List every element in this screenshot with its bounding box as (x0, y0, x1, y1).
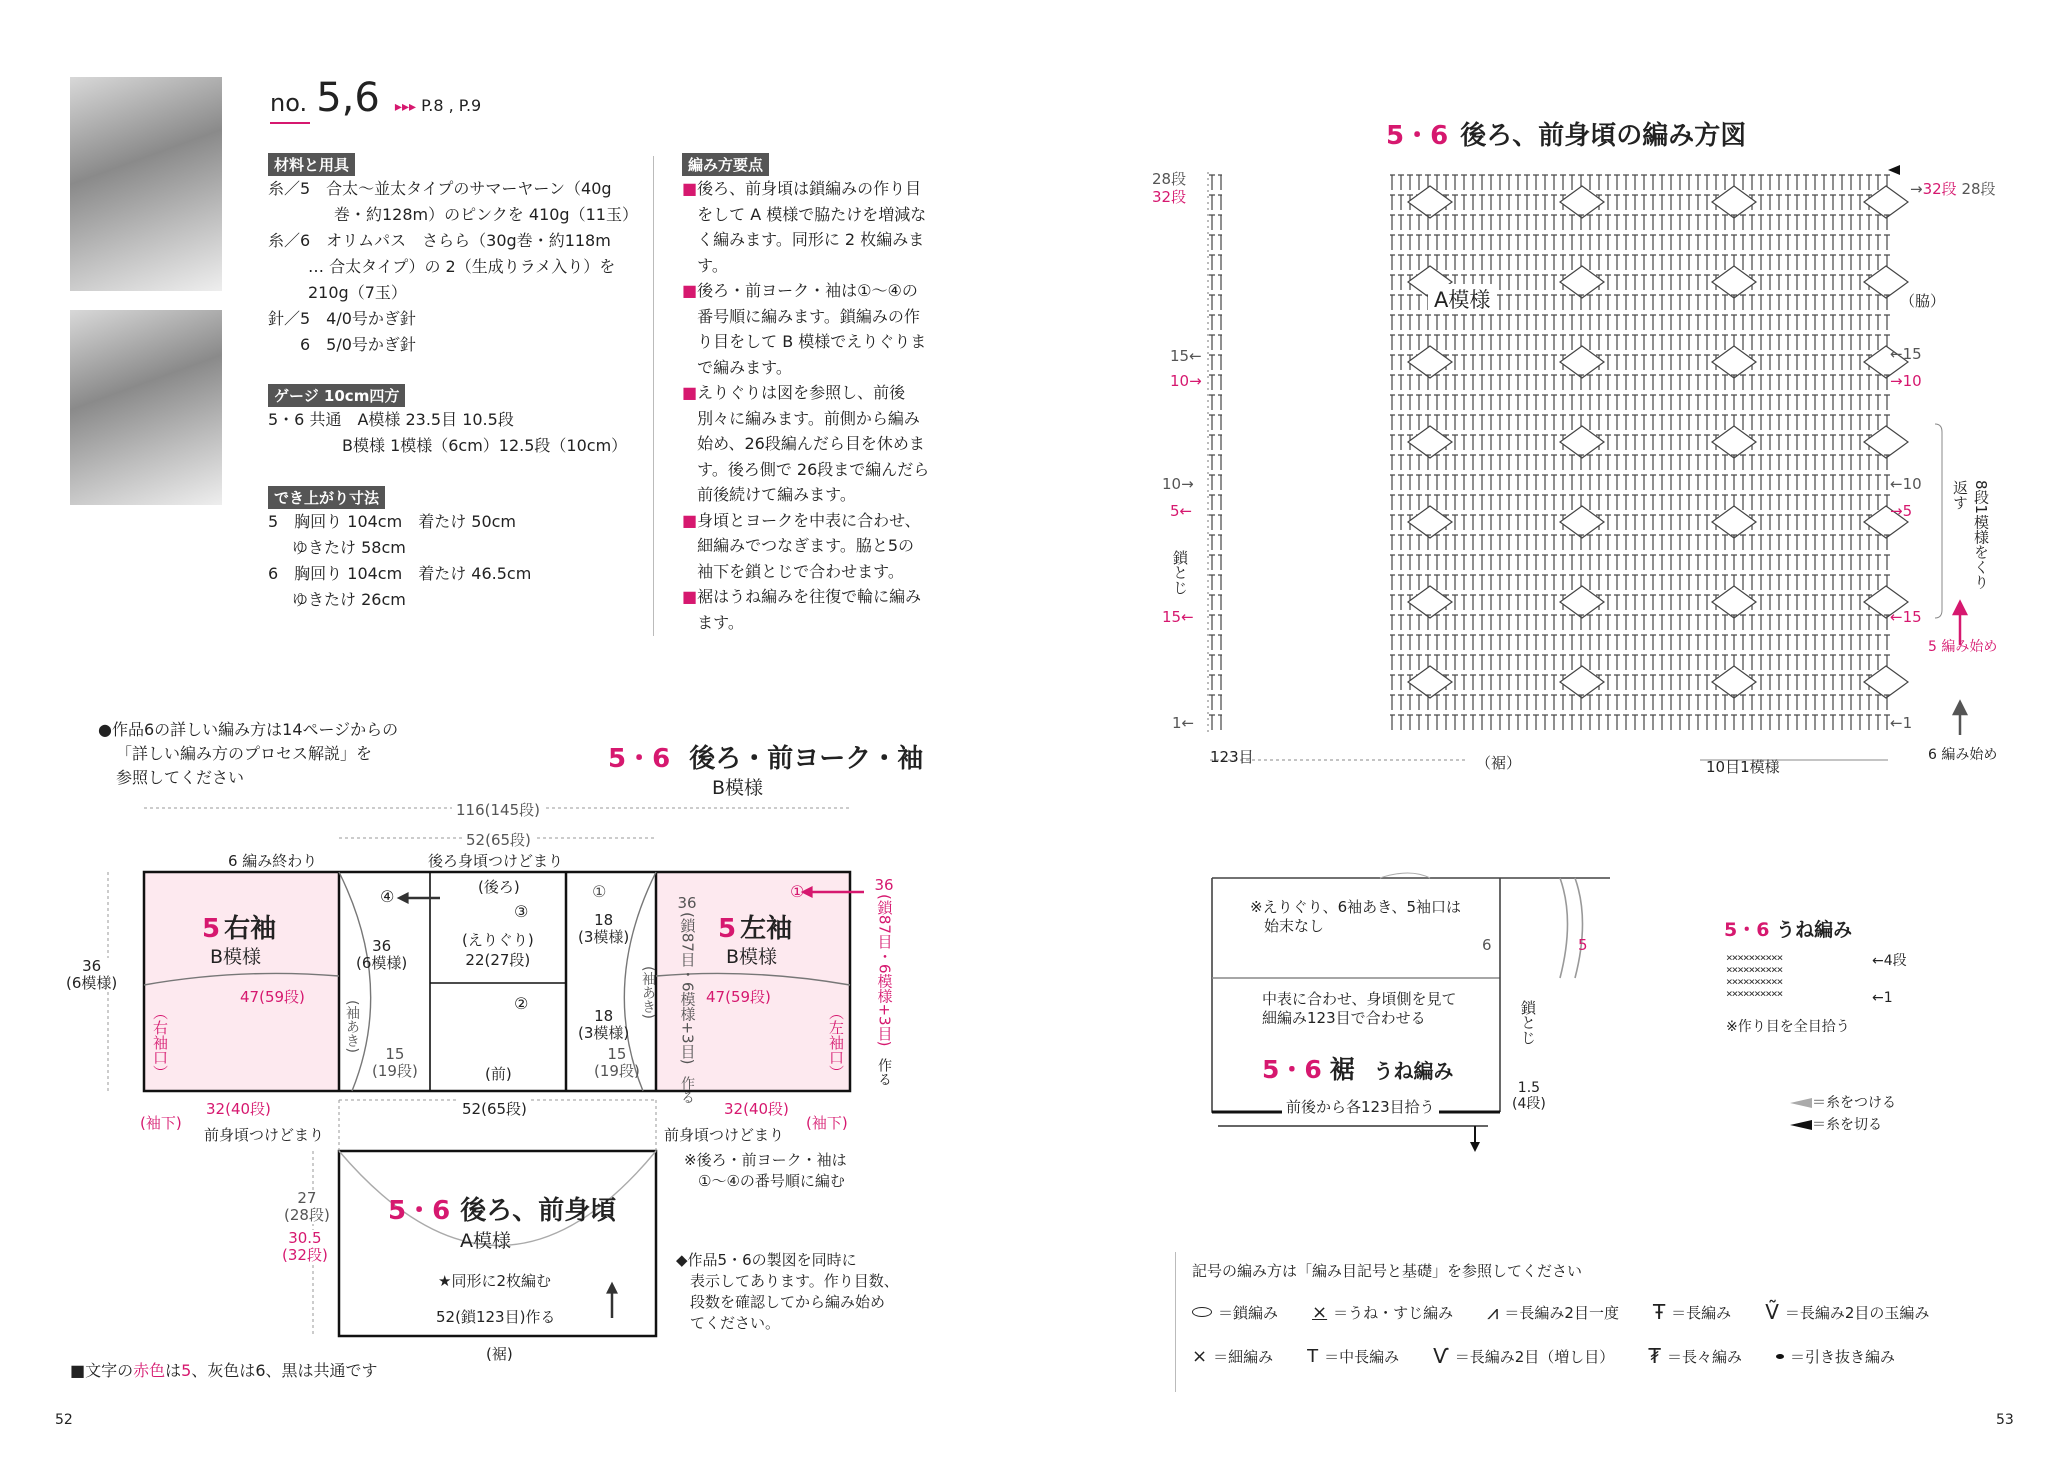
size-line: ゆきたけ 58cm (292, 538, 406, 557)
size-line: ゆきたけ 26cm (292, 590, 406, 609)
ridge-stitch-icon: × (1312, 1301, 1328, 1323)
width-32-right: 32(40段) (724, 1100, 789, 1118)
underarm-right: (袖下) (806, 1114, 848, 1132)
width-32-left: 32(40段) (206, 1100, 271, 1118)
body-subtitle: A模様 (460, 1230, 511, 1252)
hem-side-5: 5 (1578, 936, 1588, 954)
chart-right-1: ←1 (1890, 714, 1913, 732)
size-line: 5 胸回り 104cm 着たけ 50cm (268, 512, 517, 531)
body-hem: (裾) (486, 1345, 513, 1363)
half-double-crochet-icon: T (1307, 1345, 1319, 1367)
chart-left-15b: 15← (1162, 608, 1194, 626)
materials-label: 材料と用具 (268, 153, 355, 176)
materials-line: 巻・約128m）のピンクを 410g（11玉） (334, 205, 638, 224)
height-36-left: 36 (6模様) (66, 957, 118, 992)
repeat-10: 10目1模様 (1706, 758, 1780, 776)
point-item: ■ 裾はうね編みを往復で輪に編みます。 (682, 584, 930, 635)
rib-row-4: ←4段 (1872, 953, 1907, 969)
left-sleeve-title: 5 左袖 (718, 914, 793, 944)
thread-legend: ＝糸をつける ＝糸を切る (1790, 1092, 1896, 1136)
chart-row-28-left: 28段 (1152, 170, 1187, 188)
yoke-subtitle: B模様 (712, 777, 764, 799)
materials-line: 糸／6 オリムパス さらら（30g巻・約118m (268, 231, 611, 250)
hem-note-2: 中表に合わせ、身頃側を見て 細編み123目で合わせる (1262, 990, 1457, 1027)
point-item: ■ 後ろ・前ヨーク・袖は①～④の番号順に編みます。鎖編みの作り目をして B 模様でえりぐりまで編みます。 (682, 278, 930, 380)
chart-left-10a: 10→ (1170, 372, 1202, 390)
square-bullet-icon: ■ (682, 510, 698, 530)
legend-tr: ₮ ＝長々編み (1648, 1344, 1743, 1368)
materials-line: 糸／5 合太～並太タイプのサマーヤーン（40g (268, 179, 612, 198)
double-crochet-icon: Ŧ (1652, 1300, 1666, 1324)
rib-row-1: ←1 (1872, 990, 1893, 1006)
end-6-label: 6 編み終わり (228, 852, 318, 870)
height-36-center: 36 (鎖87目・6模様+3目) (677, 894, 697, 1065)
height-18a: 18 (3模様) (578, 911, 630, 946)
legend-hdc: T ＝中長編み (1307, 1345, 1400, 1367)
single-crochet-icon: × (1192, 1345, 1208, 1367)
page-number-right: 53 (1996, 1412, 2014, 1428)
detail-note: ●作品6の詳しい編み方は14ページからの 「詳しい編み方のプロセス解説」を 参照してください (98, 720, 399, 787)
arrow-icon: ▸▸▸ (394, 99, 417, 115)
chart-left-15a: 15← (1170, 347, 1202, 365)
chart-right-15a: ←15 (1890, 345, 1922, 363)
treble-crochet-icon: ₮ (1648, 1344, 1662, 1368)
legend-frame (1175, 1252, 1176, 1392)
chart-title: 5・6 後ろ、前身頃の編み方図 (1386, 121, 1747, 151)
chart-left-5: 5← (1170, 502, 1193, 520)
left-sleeve-sub: B模様 (726, 946, 778, 968)
hem-title: 5・6 裾 うね編み (1262, 1055, 1454, 1084)
step-1-pink: ① (790, 882, 805, 901)
make-center: 作る (679, 1076, 695, 1104)
chart-row-right: →32段 28段 (1910, 180, 1996, 198)
gauge-line: B模様 1模様（6cm）12.5段（10cm） (342, 436, 628, 455)
chart-row-32-left: 32段 (1152, 188, 1187, 206)
step-1: ① (592, 882, 607, 901)
chart-hem: （裾） (1476, 754, 1522, 772)
pattern-a-label: A模様 (1428, 284, 1496, 314)
width-47-right: 47(59段) (706, 988, 771, 1006)
height-36-mid: 36 (6模様) (356, 937, 408, 972)
width-52-top: 52(65段) (462, 829, 535, 850)
back-label: (後ろ) (478, 878, 520, 896)
armhole-left: (袖あき) (344, 1000, 360, 1053)
chart-right-15b: ←15 (1890, 608, 1922, 626)
attach-thread-icon (1790, 1098, 1812, 1108)
front-label: (前) (485, 1065, 512, 1083)
legend-sc: × ＝細編み (1192, 1345, 1274, 1367)
body-width: 52(鎖123目)作る (432, 1306, 559, 1327)
armhole-right: (袖あき) (640, 966, 656, 1019)
bobble-icon: Ṽ (1765, 1300, 1779, 1324)
point-item: ■ えりぐりは図を参照し、前後別々に編みます。前側から編み始め、26段編んだら目を休めます。後ろ側で 26段まで編んだら前後続けて編みます。 (682, 380, 930, 508)
point-item: ■ 身頃とヨークを中表に合わせ、細編みでつなぎます。脇と5の袖下を鎖とじで合わせます。 (682, 508, 930, 585)
body-title: 5・6 後ろ、前身頃 (388, 1196, 617, 1226)
body-height-305: 30.5 (32段) (282, 1229, 328, 1264)
legend-heading: 記号の編み方は「編み目記号と基礎」を参照してください (1192, 1262, 1583, 1280)
page-ref: P.8 , P.9 (421, 96, 482, 115)
legend-inc: Ѵ ＝長編み2目（増し目） (1433, 1344, 1615, 1368)
hem-pick: 前後から各123目拾う (1282, 1096, 1439, 1117)
size-line: 6 胸回り 104cm 着たけ 46.5cm (268, 564, 532, 583)
start-6: 6 編み始め (1928, 747, 1998, 763)
step-3: ③ (514, 902, 529, 921)
seam-label: 鎖とじ (1171, 550, 1189, 595)
width-52-bottom: 52(65段) (458, 1098, 531, 1119)
diamond-note: ◆作品5・6の製図を同時に 表示してあります。作り目数、 段数を確認してから編み始め てください。 (676, 1251, 899, 1332)
stitch-count: 123目 (1210, 748, 1254, 766)
width-47-left: 47(59段) (240, 988, 305, 1006)
chart-left-10b: 10→ (1162, 475, 1194, 493)
materials-line: 6 5/0号かぎ針 (268, 335, 416, 354)
right-sleeve-sub: B模様 (210, 946, 262, 968)
pattern-number: 5,6 (316, 75, 380, 121)
square-bullet-icon: ■ (682, 383, 698, 402)
gauge-label: ゲージ 10cm四方 (268, 384, 405, 407)
rib-note: ※作り目を全目拾う (1726, 1019, 1850, 1035)
chart-right-10b: ←10 (1890, 475, 1922, 493)
legend-slip: ＝引き抜き編み (1776, 1344, 1895, 1368)
width-116: 116(145段) (452, 799, 544, 820)
chart-left-1: 1← (1172, 714, 1195, 732)
step-2: ② (514, 994, 529, 1013)
legend-dec: ⩘ ＝長編み2目一度 (1487, 1300, 1619, 1324)
chart-right-10a: →10 (1890, 372, 1922, 390)
square-bullet-icon: ■ (682, 281, 698, 300)
height-18b: 18 (3模様) (578, 1007, 630, 1042)
dec-icon: ⩘ (1487, 1300, 1499, 1324)
materials-line: … 合太タイプ）の 2（生成りラメ入り）を (308, 257, 616, 276)
cut-thread-icon (1790, 1120, 1812, 1130)
height-36-right: 36 (鎖87目・6模様+3目) (874, 876, 894, 1047)
chain-icon (1192, 1307, 1212, 1317)
legend-bobble: Ṽ ＝長編み2目の玉編み (1765, 1300, 1930, 1324)
repeat-label: 8段1模様をくり返す (1951, 480, 1990, 590)
materials-line: 針／5 4/0号かぎ針 (268, 309, 416, 328)
side-label: （脇） (1900, 292, 1946, 310)
page-number-left: 52 (55, 1412, 73, 1428)
legend-dc: Ŧ ＝長編み (1652, 1300, 1732, 1324)
underarm-left: (袖下) (140, 1114, 182, 1132)
rib-swatch: ×××××××××× ×××××××××× ×××××××××× ×××××××××× (1726, 951, 1783, 1000)
front-attach-left: 前身頃つけどまり (204, 1126, 325, 1144)
size-label: でき上がり寸法 (268, 486, 385, 509)
right-sleeve-title: 5 右袖 (202, 914, 277, 944)
gauge-line: 5・6 共通 A模様 23.5目 10.5段 (268, 410, 514, 429)
right-cuff: （右袖口） (151, 1005, 169, 1080)
body-height-27: 27 (28段) (284, 1189, 330, 1224)
rib-title: 5・6 うね編み (1724, 919, 1853, 941)
legend-chain: ＝鎖編み (1192, 1300, 1278, 1324)
height-15a: 15 (19段) (372, 1045, 418, 1080)
height-15b: 15 (19段) (594, 1045, 640, 1080)
make-right: 作る (876, 1058, 892, 1086)
order-note: ※後ろ・前ヨーク・袖は ①～④の番号順に編む (684, 1151, 847, 1190)
square-bullet-icon: ■ (682, 179, 698, 198)
legend-ridge: × ＝うね・すじ編み (1312, 1301, 1454, 1323)
start-5: 5 編み始め (1928, 639, 1998, 655)
point-item: ■ 後ろ、前身頃は鎖編みの作り目をして A 模様で脇たけを増減なく編みます。同形に 2 枚編みます。 (682, 176, 930, 278)
hem-note-1: ※えりぐり、6袖あき、5袖口は 始末なし (1250, 898, 1462, 935)
step-4: ④ (380, 887, 395, 906)
legend-row-1 (1192, 1300, 1929, 1324)
inc-icon: Ѵ (1433, 1344, 1449, 1368)
same-shape-note: ★同形に2枚編む (438, 1272, 551, 1290)
slip-stitch-icon (1776, 1354, 1784, 1359)
materials-line: 210g（7玉） (308, 283, 407, 302)
left-cuff: （左袖口） (827, 1005, 845, 1080)
chart-right-5: →5 (1890, 502, 1913, 520)
no-label: no. (270, 89, 308, 117)
legend-row-2 (1192, 1344, 1895, 1368)
neck-label: (えりぐり) 22(27段) (462, 931, 534, 969)
front-attach-right: 前身頃つけどまり (664, 1126, 785, 1144)
back-attach-label: 後ろ身頃つけどまり (428, 852, 564, 870)
yoke-title: 5・6 後ろ・前ヨーク・袖 (608, 744, 924, 774)
points-label: 編み方要点 (682, 153, 769, 176)
hem-seam: 鎖とじ (1519, 1000, 1537, 1045)
color-note: ■文字の赤色は5、灰色は6、黒は共通です (70, 1361, 378, 1380)
hem-height: 1.5 (4段) (1512, 1080, 1546, 1112)
square-bullet-icon: ■ (682, 587, 698, 606)
hem-side-6: 6 (1482, 936, 1492, 954)
